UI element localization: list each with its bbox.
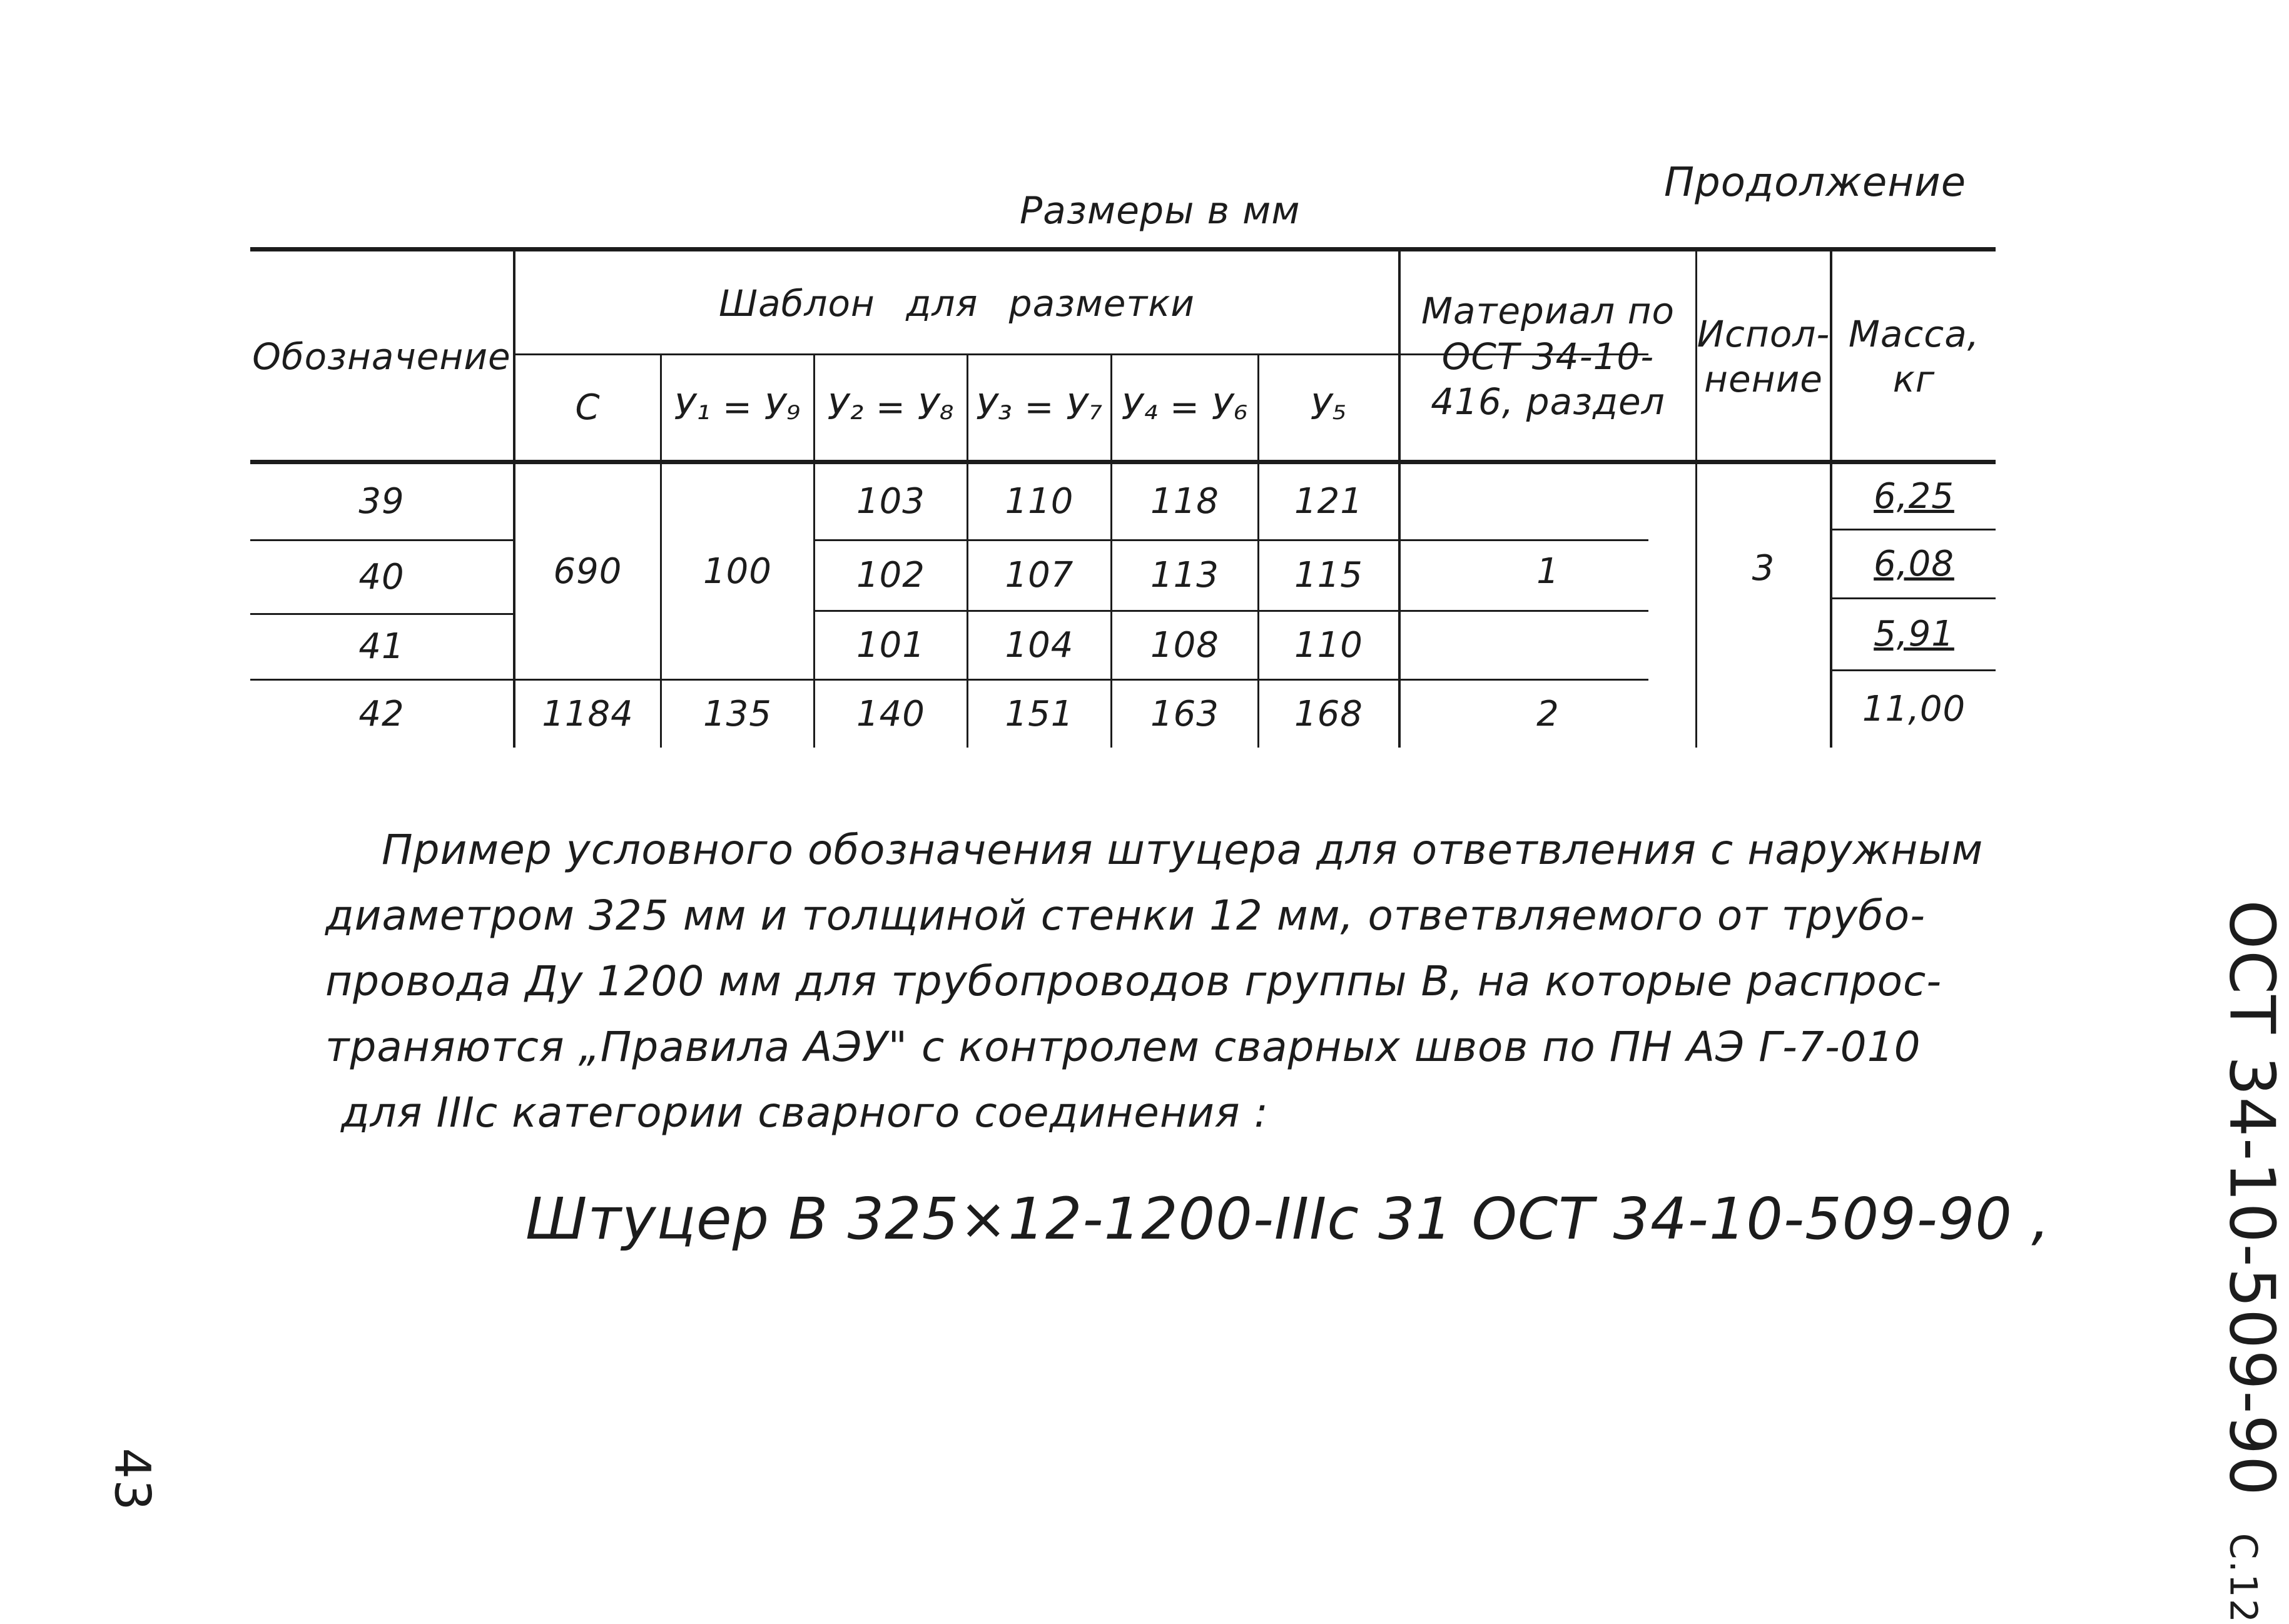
cell-y5: 110	[1294, 624, 1363, 666]
header-bottom-rule	[250, 460, 1996, 464]
cell-y5: 121	[1294, 481, 1363, 522]
cell-y5: 115	[1294, 555, 1363, 596]
cell-designation: 40	[358, 556, 405, 597]
header-designation: Обозначение	[252, 335, 511, 378]
header-y1-y9: У₁ = У₉	[674, 387, 801, 428]
example-designation: Штуцер В 325×12-1200-IIIс 31 ОСТ 34-10-509-90 ,	[525, 1185, 2051, 1252]
cell-c-merged: 690	[553, 551, 622, 592]
cell-y2: 140	[856, 693, 925, 734]
dimensions-note: Размеры в мм	[1020, 189, 1301, 233]
header-template-group: Шаблон для разметки	[719, 282, 1195, 325]
cell-y4: 118	[1150, 481, 1219, 522]
cell-mass: 5,91	[1874, 614, 1954, 654]
header-mass: Масса, кг	[1848, 312, 1980, 400]
cell-y3: 104	[1005, 624, 1074, 666]
cell-mass: 6,25	[1874, 475, 1954, 517]
header-version: Испол- нение	[1697, 312, 1830, 400]
example-text-line: траняются „Правила АЭУ" с контролем сварных швов по ПН АЭ Г-7-010	[325, 1023, 1921, 1071]
example-text-line: диаметром 325 мм и толщиной стенки 12 мм, ответвляемого от трубо-	[325, 891, 1926, 940]
cell-y3: 107	[1005, 555, 1074, 596]
cell-material: 2	[1536, 693, 1560, 734]
cell-y3: 151	[1005, 693, 1074, 734]
standard-code: ОСТ 34-10-509-90	[2215, 900, 2289, 1497]
example-text-line: для IIIс категории сварного соединения :	[341, 1089, 1269, 1137]
cell-y1-merged: 100	[703, 551, 772, 592]
page-number: 43	[103, 1448, 160, 1511]
cell-y5: 168	[1294, 693, 1363, 734]
cell-designation: 41	[358, 626, 405, 667]
cell-designation: 42	[358, 693, 405, 734]
cell-version-merged: 3	[1752, 547, 1775, 589]
cell-y4: 113	[1150, 555, 1219, 596]
cell-c: 1184	[542, 693, 634, 734]
cell-y4: 108	[1150, 624, 1219, 666]
cell-y2: 103	[856, 481, 925, 522]
cell-designation: 39	[358, 481, 405, 522]
header-y3-y7: У₃ = У₇	[976, 387, 1103, 428]
cell-mass: 6,08	[1874, 543, 1954, 584]
cell-material-merged: 1	[1536, 551, 1560, 592]
table-top-rule	[250, 247, 1996, 251]
sheet-label: С.12	[2221, 1533, 2265, 1624]
cell-y2: 102	[856, 555, 925, 596]
example-text-line: Пример условного обозначения штуцера для ответвления с наружным	[382, 826, 1984, 874]
cell-y4: 163	[1150, 693, 1219, 734]
cell-y1: 135	[703, 693, 772, 734]
header-y2-y8: У₂ = У₈	[827, 387, 955, 428]
cell-y3: 110	[1005, 481, 1074, 522]
cell-y2: 101	[856, 624, 925, 666]
cell-mass: 11,00	[1862, 689, 1966, 729]
header-c: С	[575, 387, 601, 428]
spec-table	[250, 247, 1996, 757]
header-y4-y6: У₄ = У₆	[1121, 387, 1249, 428]
example-text-line: провода Ду 1200 мм для трубопроводов группы В, на которые распрос-	[325, 957, 1942, 1005]
header-material: Материал по ОСТ 34-10-416, раздел	[1421, 290, 1675, 424]
standard-number-label	[2215, 900, 2289, 1624]
header-y5: У₅	[1310, 387, 1348, 428]
continuation-label: Продолжение	[1664, 160, 1967, 206]
